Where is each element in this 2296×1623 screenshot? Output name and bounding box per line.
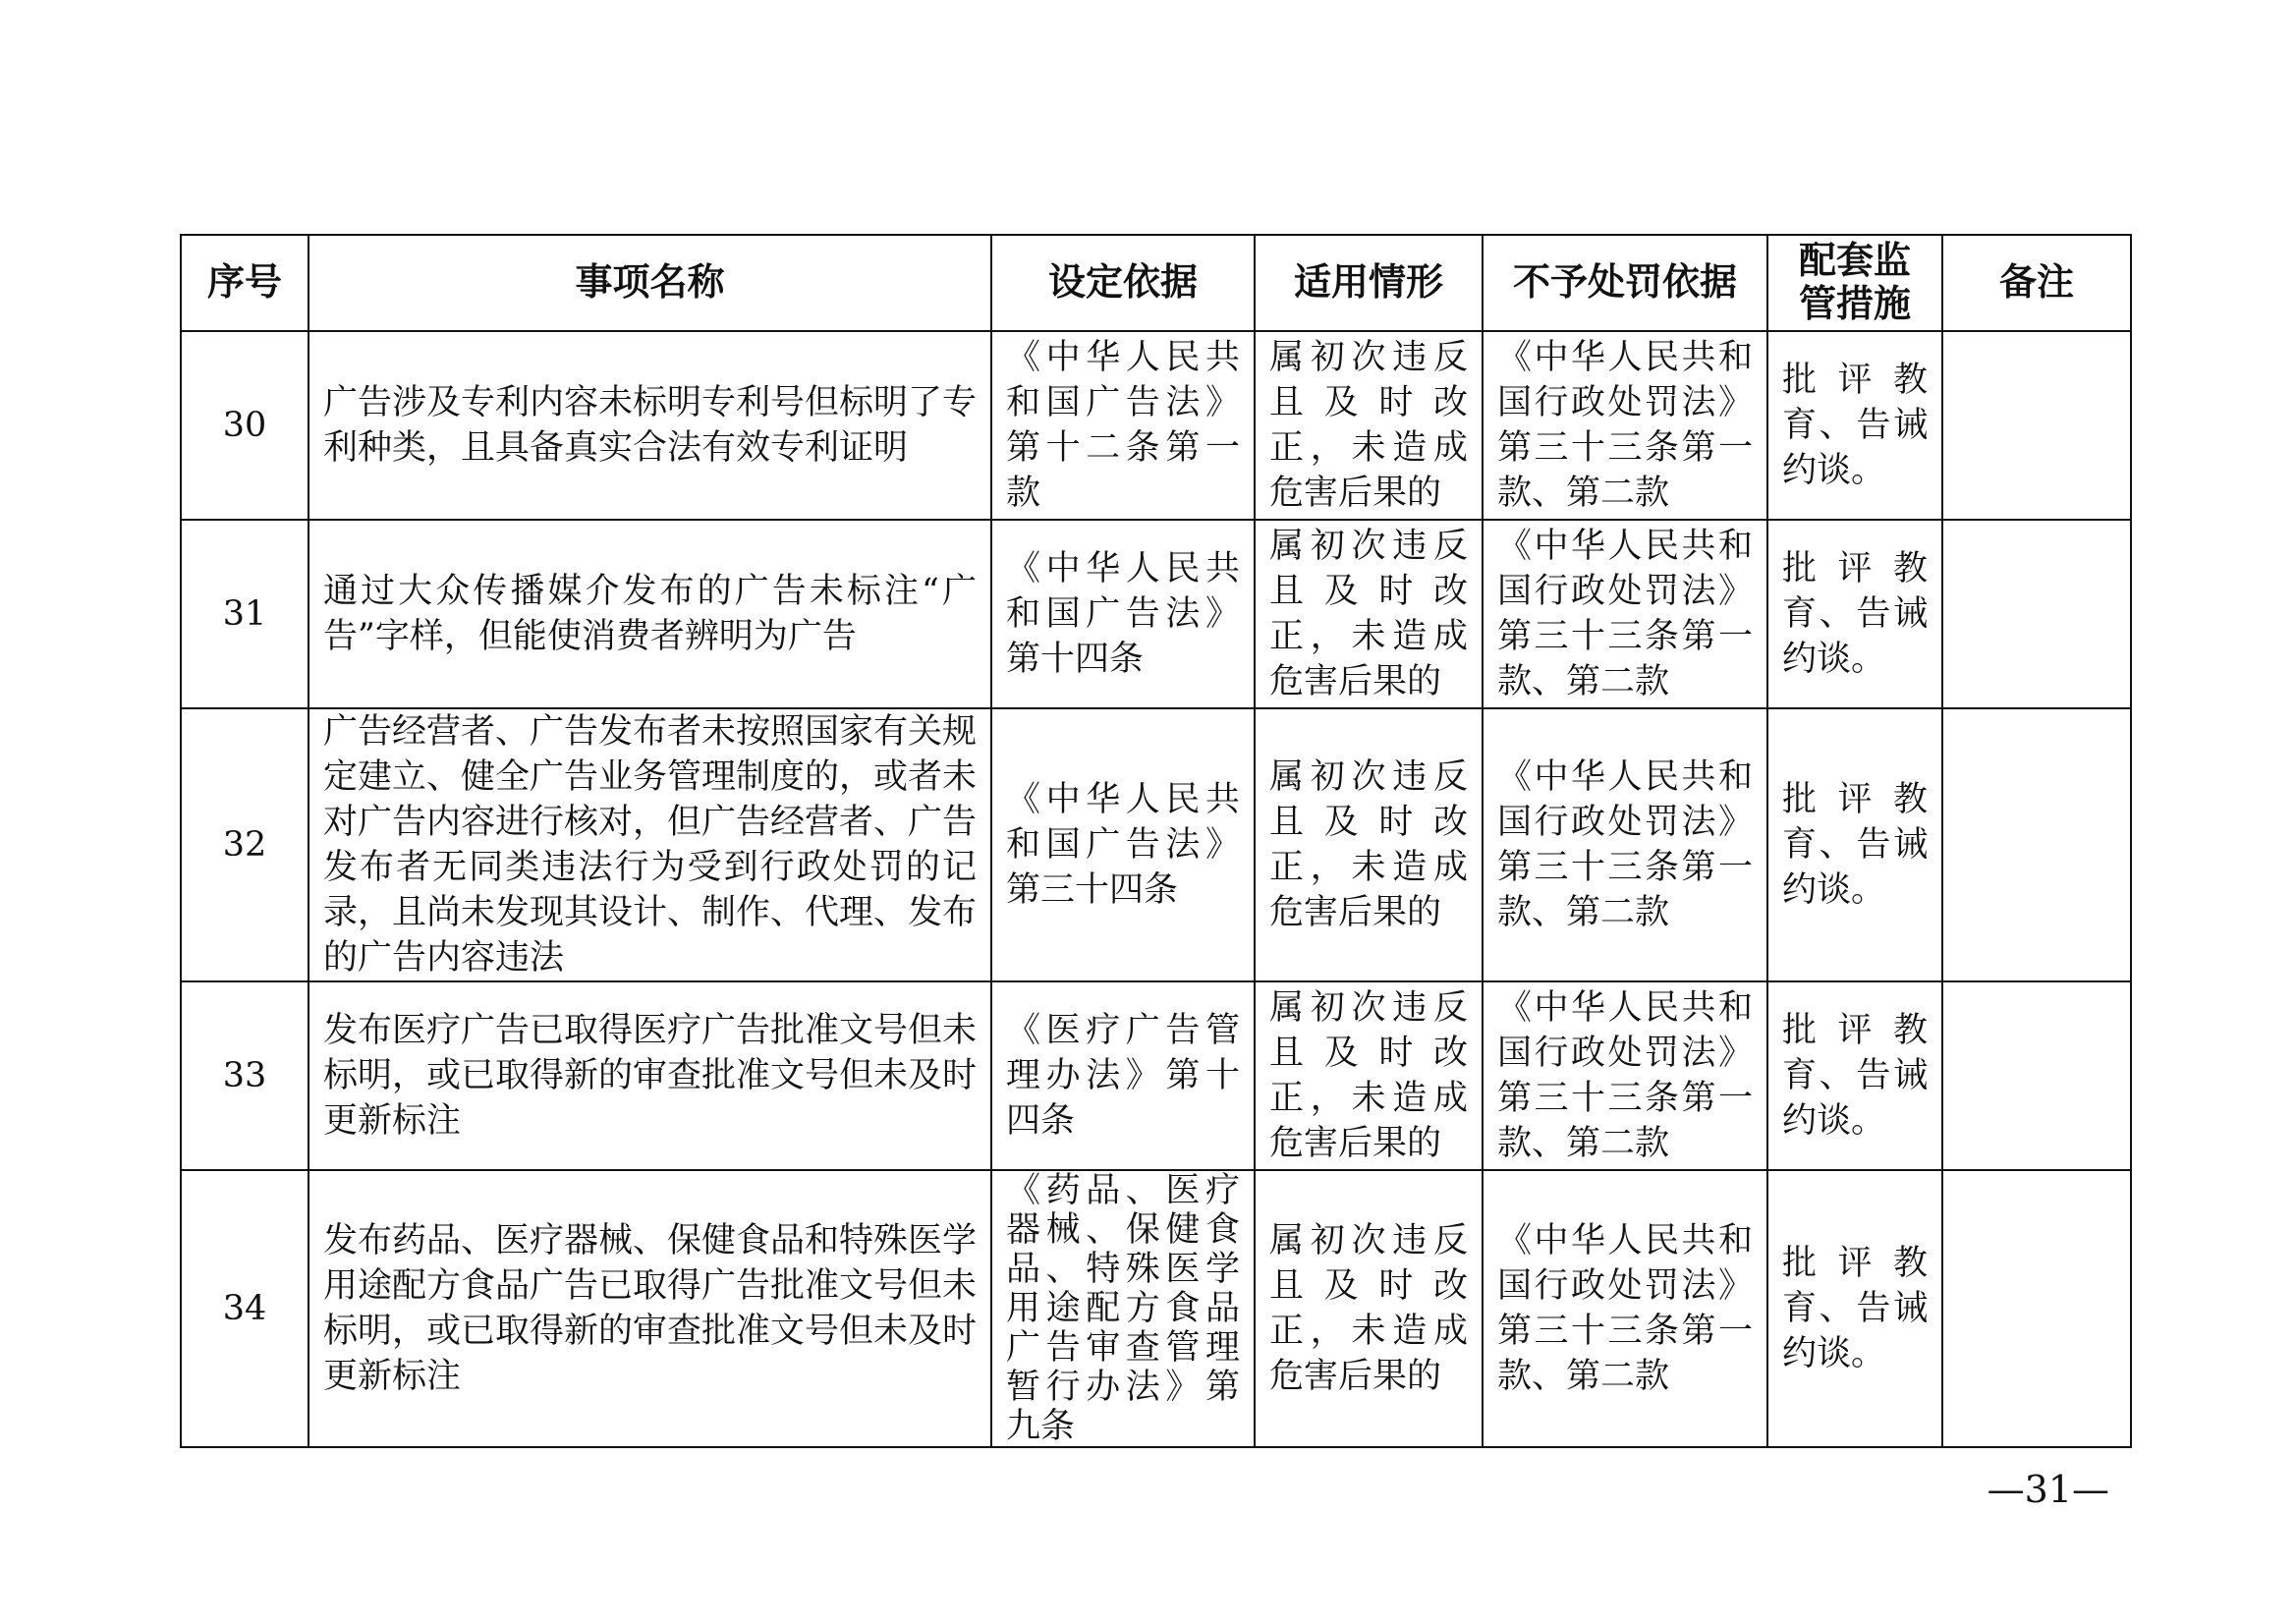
row-measures: 批评教育、告诫约谈。 (1767, 331, 1942, 520)
table-row (181, 1170, 2131, 1447)
row-item: 广告经营者、广告发布者未按照国家有关规定建立、健全广告业务管理制度的，或者未对广告内容进行核对，但广告经营者、广告发布者无同类违法行为受到行政处罚的记录，且尚未发现其设计、制作、代理、发布的广告内容违法 (308, 708, 991, 981)
row-measures: 批评教育、告诫约谈。 (1767, 981, 1942, 1170)
header-basis: 设定依据 (991, 235, 1255, 331)
row-no: 30 (181, 331, 308, 520)
row-situation: 属初次违反且及时改正，未造成危害后果的 (1255, 1170, 1483, 1447)
row-remark (1942, 981, 2131, 1170)
table-row (181, 708, 2131, 981)
row-no: 31 (181, 520, 308, 708)
row-remark (1942, 1170, 2131, 1447)
row-situation: 属初次违反且及时改正，未造成危害后果的 (1255, 708, 1483, 981)
row-remark (1942, 520, 2131, 708)
row-no: 33 (181, 981, 308, 1170)
row-exempt: 《中华人民共和国行政处罚法》第三十三条第一款、第二款 (1483, 708, 1767, 981)
row-no: 34 (181, 1170, 308, 1447)
table-row (181, 520, 2131, 708)
header-item: 事项名称 (308, 235, 991, 331)
row-exempt: 《中华人民共和国行政处罚法》第三十三条第一款、第二款 (1483, 1170, 1767, 1447)
row-measures: 批评教育、告诫约谈。 (1767, 520, 1942, 708)
row-exempt: 《中华人民共和国行政处罚法》第三十三条第一款、第二款 (1483, 520, 1767, 708)
row-basis: 《中华人民共和国广告法》第三十四条 (991, 708, 1255, 981)
regulation-table (180, 234, 2132, 1448)
row-situation: 属初次违反且及时改正，未造成危害后果的 (1255, 981, 1483, 1170)
header-remark: 备注 (1942, 235, 2131, 331)
row-exempt: 《中华人民共和国行政处罚法》第三十三条第一款、第二款 (1483, 981, 1767, 1170)
row-exempt: 《中华人民共和国行政处罚法》第三十三条第一款、第二款 (1483, 331, 1767, 520)
page-number: —31— (1987, 1468, 2109, 1511)
row-measures: 批评教育、告诫约谈。 (1767, 708, 1942, 981)
header-measures (1767, 235, 1942, 331)
row-basis: 《中华人民共和国广告法》第十四条 (991, 520, 1255, 708)
row-item: 发布医疗广告已取得医疗广告批准文号但未标明，或已取得新的审查批准文号但未及时更新标注 (308, 981, 991, 1170)
row-no: 32 (181, 708, 308, 981)
row-item: 通过大众传播媒介发布的广告未标注“广告”字样，但能使消费者辨明为广告 (308, 520, 991, 708)
row-item: 广告涉及专利内容未标明专利号但标明了专利种类，且具备真实合法有效专利证明 (308, 331, 991, 520)
row-situation: 属初次违反且及时改正，未造成危害后果的 (1255, 331, 1483, 520)
row-remark (1942, 331, 2131, 520)
header-situation: 适用情形 (1255, 235, 1483, 331)
row-basis: 《医疗广告管理办法》第十四条 (991, 981, 1255, 1170)
header-exempt: 不予处罚依据 (1483, 235, 1767, 331)
header-no: 序号 (181, 235, 308, 331)
header-measures-label: 配套监管措施 (1798, 239, 1911, 325)
row-measures: 批评教育、告诫约谈。 (1767, 1170, 1942, 1447)
row-item: 发布药品、医疗器械、保健食品和特殊医学用途配方食品广告已取得广告批准文号但未标明，或已取得新的审查批准文号但未及时更新标注 (308, 1170, 991, 1447)
row-basis: 《中华人民共和国广告法》第十二条第一款 (991, 331, 1255, 520)
table-row (181, 981, 2131, 1170)
row-situation: 属初次违反且及时改正，未造成危害后果的 (1255, 520, 1483, 708)
table-row (181, 331, 2131, 520)
row-remark (1942, 708, 2131, 981)
table-header-row (181, 235, 2131, 331)
row-basis: 《药品、医疗器械、保健食品、特殊医学用途配方食品广告审查管理暂行办法》第九条 (991, 1170, 1255, 1447)
